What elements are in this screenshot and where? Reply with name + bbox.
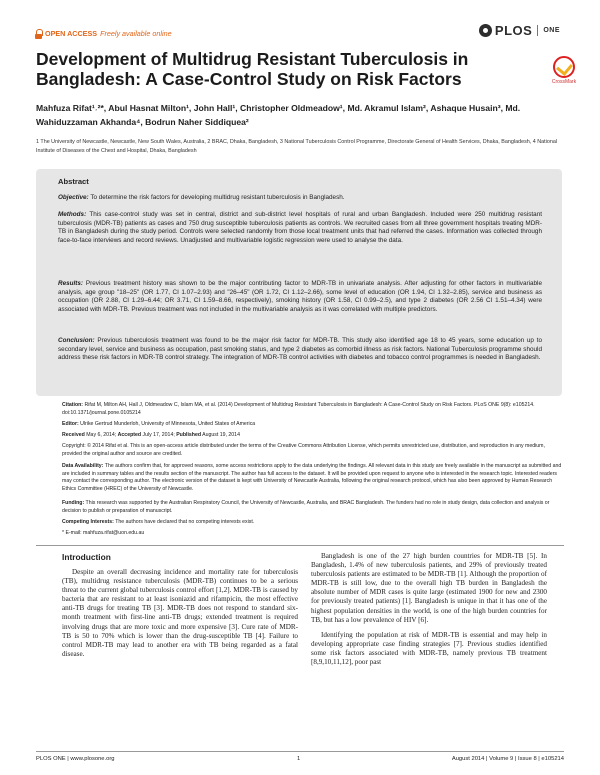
intro-paragraph: Bangladesh is one of the 27 high burden countries for MDR-TB [5]. In Bangladesh, 1.4% of new tuberculosis patients, and 29% of previously treated tuberculosis patients are estimated to be MDR-TB [1]. Although the proportion of MDR-TB is still low, due to the overall high TB burden in Bangladesh the absolute number of MDR cases is quite large (estimated 1900 for new and 2300 for previously treated patients) [1]. Bangladesh is unique in that it has one of the highest population densities in the world, is one of the high burden countries for TB, but has a low prevalence of HIV [6]. [311,552,547,624]
freely-available-label: Freely available online [100,29,172,38]
footer-issue: August 2014 | Volume 9 | Issue 8 | e105214 [451,756,564,762]
intro-paragraph: Despite an overall decreasing incidence and mortality rate for tuberculosis (TB), multidrug resistance tuberculosis (MDR-TB) continues to be a serious threat to the current global tuberculosis control effort [1,2]. MDR-TB is caused by bacteria that are resistant to at least isoniazid and rifampicin, the most effective anti-TB drugs for treating TB [3]. MDR-TB does not respond to standard six-month treatment with first-line anti-TB drugs; extended treatment is required involving drugs that are more toxic and more expensive [3]. Cure rate of MDR-TB is 50 to 70% which is lower than the drug-susceptible TB [4]. Failure to control MDR-TB may lead to another era with TB being regarded as a fatal disease. [62,568,298,658]
abstract-objective [58,194,542,203]
received-date: May 6, 2014; [84,432,118,438]
competing-text: The authors have declared that no competing interests exist. [113,519,255,525]
competing-interests [62,519,562,527]
journal-brand: PLOS [494,23,533,38]
abstract-conclusion [58,337,542,363]
published-date: August 19, 2014 [201,432,240,438]
intro-left-column [62,568,298,659]
received-label: Received [62,432,85,438]
page-number: 1 [297,756,301,762]
crossmark-icon [553,56,575,78]
editor [62,421,562,429]
methods-label: Methods: [58,211,87,218]
accepted-label: Accepted [117,432,142,438]
funding [62,500,562,515]
intro-paragraph: Identifying the population at risk of MDR-TB is essential and may help in developing appropriate case finding strategies [7]. Previous studies identified some risk factors associated with MDR-TB, namely previous TB treatment [8,9,10,11,12], poor past [311,630,547,667]
paper-title: Development of Multidrug Resistant Tuberculosis in Bangladesh: A Case-Control Study on Risk Factors [36,49,469,89]
intro-right-column [311,552,547,667]
abstract-heading: Abstract [58,177,89,186]
objective-label: Objective: [58,194,89,201]
data-availability [62,463,562,493]
crossmark-badge[interactable] [549,56,579,85]
data-availability-text: The authors confirm that, for approved reasons, some access restrictions apply to the data underlying the findings. All relevant data in this study are freely available in the manuscript as submitted and are included in summary tables and the results section of the manuscript. The author has full access to the dataset. It will be provided upon request to anyone who is interested in the research topic. Interested readers may contact the corresponding author. The electronic version of the dataset is kept with University of Newcastle Australia, following the original research protocol, which has also been approved by Human Research Ethics Committee (HREC) of the University of Newcastle. [62,463,562,492]
logo-divider [537,25,538,36]
editor-text: Ulrike Gertrud Munderloh, University of Minnesota, United States of America [78,421,256,427]
citation [62,402,562,417]
conclusion-label: Conclusion: [58,337,95,344]
funding-label: Funding: [62,500,85,506]
journal-sub: ONE [543,27,560,34]
competing-label: Competing Interests: [62,519,114,525]
citation-text: Rifat M, Milton AH, Hall J, Oldmeadow C, Islam MA, et al. (2014) Development of Multidrug Resistant Tuberculosis in Bangladesh: A Case-Control Study on Risk Factors. PLoS ONE 9(8): e105214. doi:10.1371/journal.pone.0105214 [62,402,535,416]
funding-text: This research was supported by the Australian Respiratory Council, the University of Newcastle, Australia, and BRAC Bangladesh. The funders had no role in study design, data collection and analysis or decision to publish or preparation of manuscript. [62,500,550,514]
abstract-methods [58,211,542,246]
affiliations: 1 The University of Newcastle, Newcastle, New South Wales, Australia, 2 BRAC, Dhaka, Bangladesh, 3 National Tuberculosis Control Programme, Directorate General of Health Services, Dhaka, Bangladesh, 4 National Institute of Diseases of the Chest and Hospital, Dhaka, Bangladesh [36,139,558,154]
footer-divider [36,751,564,752]
results-text: Previous treatment history was shown to be the major contributing factor to MDR-TB in univariate analysis. After adjusting for other factors in multivariable analysis, age group "18–25" (OR 1.77, CI 1.07–2.93) and "26–45" (OR 1.72, CI 1.12–2.66), some level of education (OR 1.94, CI 1.32–2.85), service and business as occupation (OR 2.88, CI 1.29–6.44; OR 3.71, CI 1.59–8.66, respectively), smoking history (OR 1.58, CI 0.99–2.5), and type 2 diabetes (OR 2.56 CI 1.51–4.34) were associated with MDR-TB. Previous treatment was not included in the multivariable analysis as it was correlated with multiple predictors. [58,280,542,314]
results-label: Results: [58,280,84,287]
objective-text: To determine the risk factors for developing multidrug resistant tuberculosis in Bangladesh. [88,194,345,201]
abstract-results [58,280,542,315]
published-label: Published [176,432,202,438]
crossmark-label: CrossMark [551,79,577,85]
introduction-heading: Introduction [62,552,111,562]
email-link[interactable]: * E-mail: mahfuza.rifat@uon.edu.au [62,530,145,536]
conclusion-text: Previous tuberculosis treatment was found to be the major risk factor for MDR-TB. This study also identified age 18 to 45 years, some education up to secondary level, service and business as occupation, past smoking status, and type 2 diabetes as comorbid illness as risk factors. National Tuberculosis programme should address these risk factors in MDR-TB control strategy. The integration of MDR-TB control activities with diabetes and tobacco control programmes is needed in Bangladesh. [58,337,542,362]
copyright: Copyright: © 2014 Rifat et al. This is an open-access article distributed under the terms of the Creative Commons Attribution License, which permits unrestricted use, distribution, and reproduction in any medium, provided the original author and source are credited. [62,443,545,457]
methods-text: This case-control study was set in central, district and sub-district level hospitals of rural and urban Bangladesh. Included were 250 multidrug resistant tuberculosis (MDR-TB) patients as cases and 750 drug susceptible tuberculosis patients as controls. We recruited cases from all three government hospitals treating MDR-TB in Bangladesh during the study period. Controls were selected randomly from those local treatment units that had referred the cases. Information was collected through face-to-face interviews and record reviews. Unadjusted and multivariable logistic regression were used to analyse the data. [58,211,542,245]
editor-label: Editor: [62,421,79,427]
open-lock-icon [36,29,43,36]
accepted-date: July 17, 2014; [141,432,177,438]
citation-label: Citation: [62,402,84,408]
data-availability-label: Data Availability: [62,463,104,469]
section-divider [36,545,564,546]
journal-logo [479,23,560,38]
abstract-box [36,169,562,396]
footer-journal: PLOS ONE | www.plosone.org [36,756,115,762]
open-access-label: OPEN ACCESS [45,29,98,38]
dates [62,432,562,440]
plos-logo-icon [479,24,492,37]
email [62,530,562,538]
author-list: Mahfuza Rifat¹˒²*, Abul Hasnat Milton¹, John Hall¹, Christopher Oldmeadow¹, Md. Akramul Islam², Ashaque Husain³, Md. Wahiduzzaman Akhanda⁴, Bodrun Naher Siddiquea² [36,103,521,127]
open-access-badge [36,29,172,38]
